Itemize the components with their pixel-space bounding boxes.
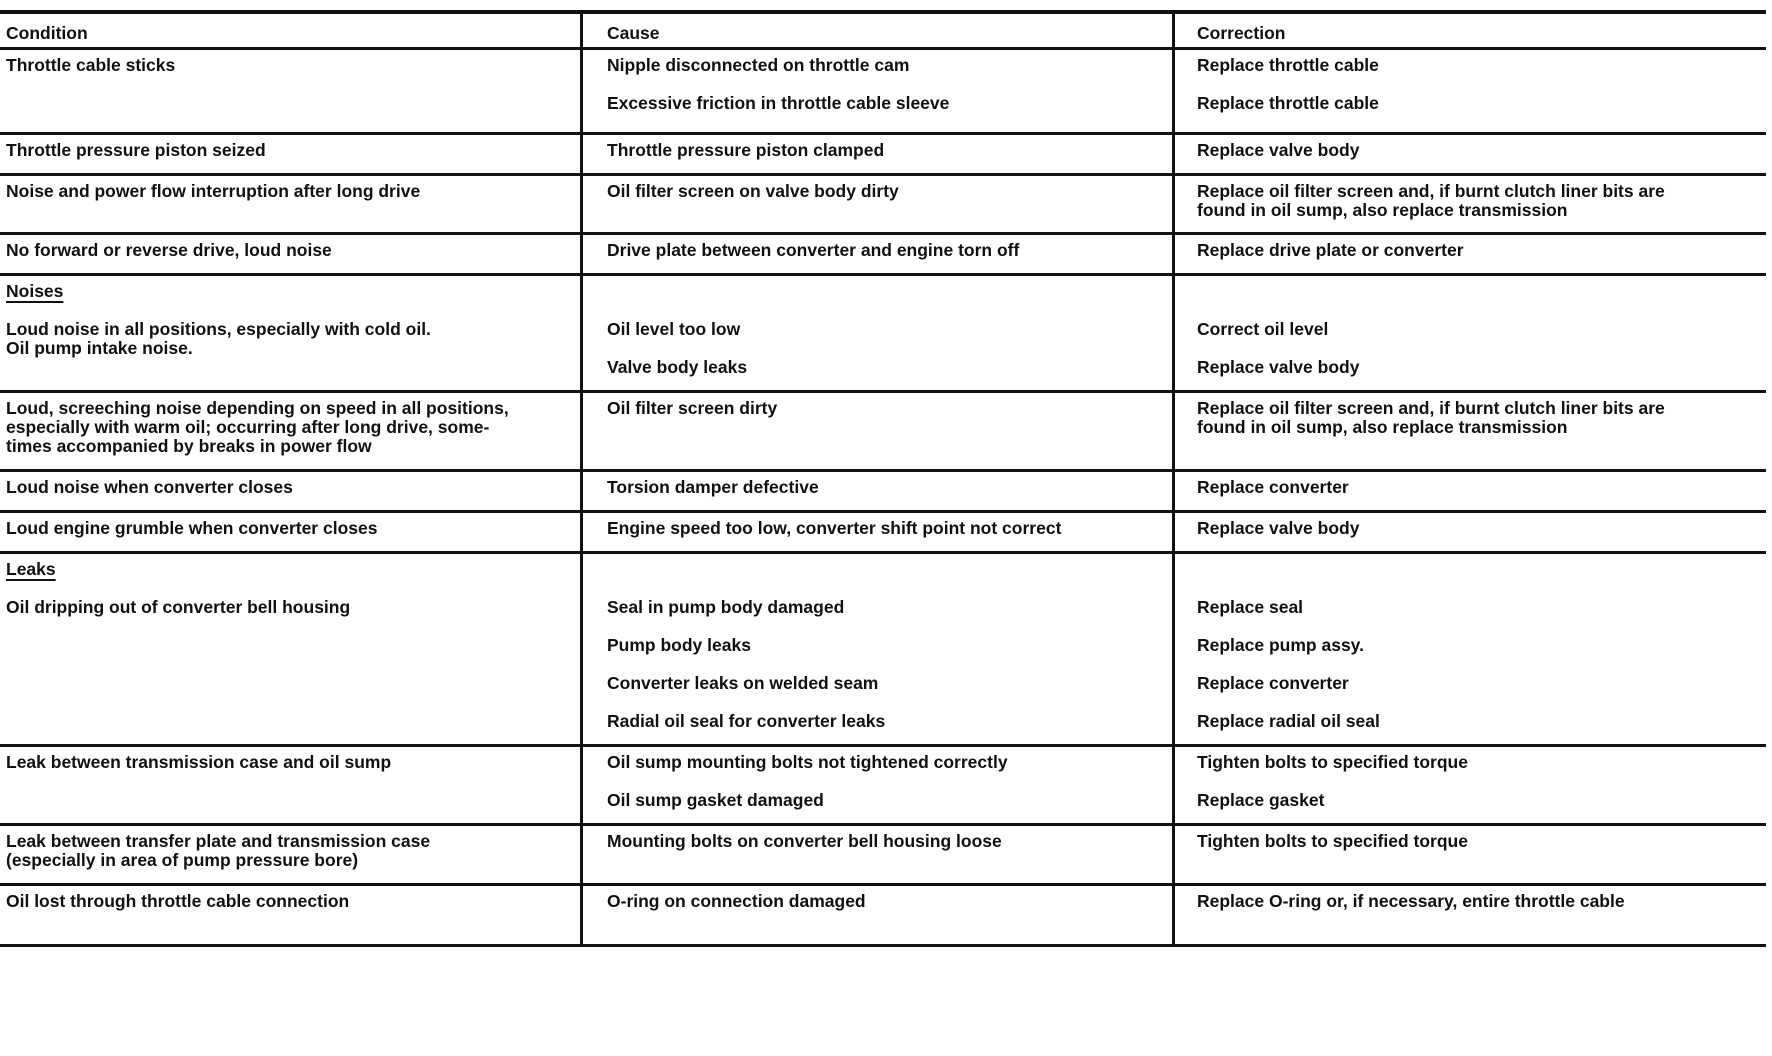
cause-text: Drive plate between converter and engine torn off <box>607 240 1020 260</box>
correction-text: Replace valve body <box>1197 518 1360 538</box>
condition-cell <box>0 513 580 551</box>
header-condition: Condition <box>6 23 88 43</box>
table-row <box>0 50 1766 135</box>
cause-cell <box>580 513 1172 551</box>
cause-text: Excessive friction in throttle cable sleeve <box>607 93 950 113</box>
cause-text: Oil level too low <box>607 319 741 339</box>
condition-text: Throttle cable sticks <box>6 55 176 75</box>
correction-cell <box>1172 554 1766 744</box>
condition-cell <box>0 554 580 744</box>
correction-text: Replace oil filter screen and, if burnt clutch liner bits are <box>1197 181 1665 201</box>
cause-text: Oil filter screen dirty <box>607 398 778 418</box>
correction-cell <box>1172 276 1766 390</box>
cause-cell <box>580 50 1172 132</box>
condition-text: especially with warm oil; occurring after long drive, some- <box>6 417 490 437</box>
condition-cell <box>0 135 580 173</box>
cause-text: Oil sump mounting bolts not tightened correctly <box>607 752 1008 772</box>
condition-text: Oil lost through throttle cable connection <box>6 891 350 911</box>
cause-text: Throttle pressure piston clamped <box>607 140 885 160</box>
condition-text: Leak between transfer plate and transmission case <box>6 831 431 851</box>
condition-text: (especially in area of pump pressure bore) <box>6 850 359 870</box>
condition-text: Leak between transmission case and oil sump <box>6 752 392 772</box>
correction-cell <box>1172 135 1766 173</box>
condition-text: Noise and power flow interruption after long drive <box>6 181 421 201</box>
condition-cell <box>0 235 580 273</box>
condition-text: Oil pump intake noise. <box>6 338 193 358</box>
cause-text: Pump body leaks <box>607 635 751 655</box>
cause-text: Converter leaks on welded seam <box>607 673 879 693</box>
cause-text: Nipple disconnected on throttle cam <box>607 55 910 75</box>
cause-cell <box>580 826 1172 883</box>
correction-cell <box>1172 886 1766 944</box>
condition-text: Loud noise when converter closes <box>6 477 293 497</box>
cause-cell <box>580 176 1172 232</box>
correction-cell <box>1172 747 1766 823</box>
section-title-noises: Noises <box>6 281 64 301</box>
condition-cell <box>0 393 580 469</box>
cause-cell <box>580 135 1172 173</box>
correction-text: Replace converter <box>1197 673 1349 693</box>
cause-cell <box>580 554 1172 744</box>
section-leaks <box>0 554 1766 747</box>
cause-text: Engine speed too low, converter shift point not correct <box>607 518 1062 538</box>
condition-cell <box>0 826 580 883</box>
condition-text: Loud noise in all positions, especially with cold oil. <box>6 319 431 339</box>
condition-text: No forward or reverse drive, loud noise <box>6 240 332 260</box>
cause-text: Oil sump gasket damaged <box>607 790 824 810</box>
correction-text: Replace O-ring or, if necessary, entire throttle cable <box>1197 891 1625 911</box>
table-row <box>0 886 1766 947</box>
condition-cell <box>0 472 580 510</box>
header-cause: Cause <box>580 14 1172 47</box>
correction-cell <box>1172 176 1766 232</box>
condition-cell <box>0 50 580 132</box>
correction-text: Tighten bolts to specified torque <box>1197 752 1468 772</box>
cause-text: Mounting bolts on converter bell housing loose <box>607 831 1002 851</box>
correction-text: found in oil sump, also replace transmission <box>1197 417 1568 437</box>
table-row <box>0 393 1766 472</box>
condition-cell <box>0 276 580 390</box>
correction-text: Replace throttle cable <box>1197 55 1379 75</box>
table-row <box>0 472 1766 513</box>
condition-text: Loud, screeching noise depending on speed in all positions, <box>6 398 509 418</box>
condition-text: Oil dripping out of converter bell housing <box>6 597 351 617</box>
header-correction: Correction <box>1172 14 1766 47</box>
condition-cell <box>0 886 580 944</box>
table-row <box>0 176 1766 235</box>
condition-text: Loud engine grumble when converter closes <box>6 518 378 538</box>
cause-cell <box>580 472 1172 510</box>
correction-text: Replace seal <box>1197 597 1304 617</box>
correction-text: Correct oil level <box>1197 319 1329 339</box>
condition-text: times accompanied by breaks in power flow <box>6 436 372 456</box>
table-row <box>0 235 1766 276</box>
correction-text: Replace drive plate or converter <box>1197 240 1464 260</box>
table-row <box>0 826 1766 886</box>
correction-cell <box>1172 235 1766 273</box>
cause-text: Seal in pump body damaged <box>607 597 845 617</box>
cause-text: Valve body leaks <box>607 357 748 377</box>
cause-cell <box>580 235 1172 273</box>
correction-text: Replace pump assy. <box>1197 635 1364 655</box>
cause-cell <box>580 886 1172 944</box>
section-title-leaks: Leaks <box>6 559 56 579</box>
correction-text: Replace valve body <box>1197 140 1360 160</box>
correction-text: Replace oil filter screen and, if burnt clutch liner bits are <box>1197 398 1665 418</box>
correction-text: found in oil sump, also replace transmission <box>1197 200 1568 220</box>
correction-cell <box>1172 826 1766 883</box>
section-noises <box>0 276 1766 393</box>
table-row <box>0 135 1766 176</box>
condition-cell <box>0 176 580 232</box>
correction-text: Replace throttle cable <box>1197 93 1379 113</box>
correction-text: Replace gasket <box>1197 790 1325 810</box>
correction-text: Replace radial oil seal <box>1197 711 1380 731</box>
correction-cell <box>1172 472 1766 510</box>
troubleshooting-table <box>0 10 1766 947</box>
cause-cell <box>580 393 1172 469</box>
condition-text: Throttle pressure piston seized <box>6 140 266 160</box>
cause-text: Radial oil seal for converter leaks <box>607 711 886 731</box>
cause-text: Torsion damper defective <box>607 477 819 497</box>
cause-cell <box>580 747 1172 823</box>
cause-cell <box>580 276 1172 390</box>
table-row <box>0 513 1766 554</box>
correction-cell <box>1172 513 1766 551</box>
correction-text: Tighten bolts to specified torque <box>1197 831 1468 851</box>
table-row <box>0 747 1766 826</box>
cause-text: O-ring on connection damaged <box>607 891 866 911</box>
table-header <box>0 10 1766 50</box>
correction-text: Replace converter <box>1197 477 1349 497</box>
cause-text: Oil filter screen on valve body dirty <box>607 181 899 201</box>
condition-cell <box>0 747 580 823</box>
correction-cell <box>1172 50 1766 132</box>
correction-text: Replace valve body <box>1197 357 1360 377</box>
correction-cell <box>1172 393 1766 469</box>
